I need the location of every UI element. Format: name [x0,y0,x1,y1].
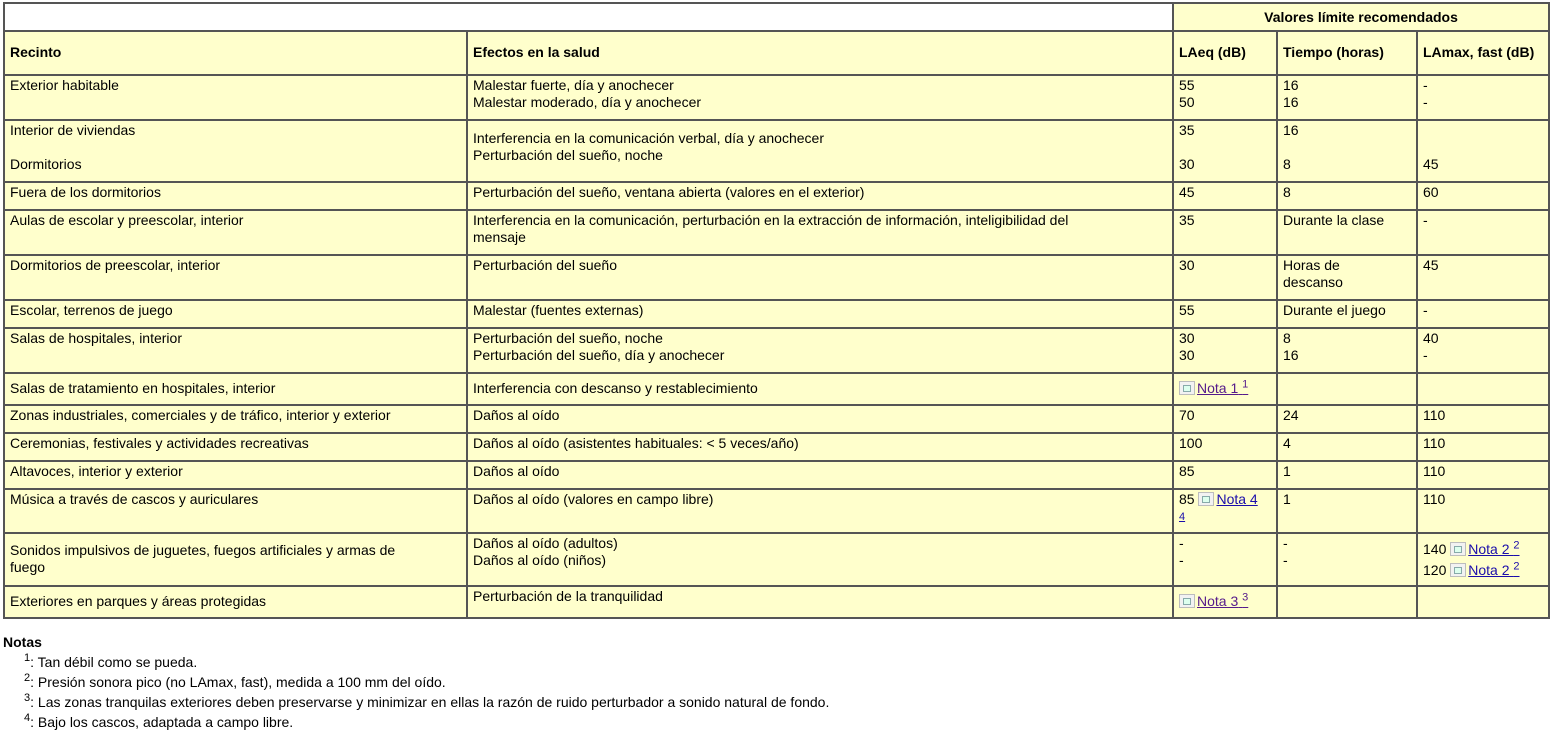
cell-text: 30 [1179,156,1195,172]
cell-laeq [1173,210,1277,255]
cell-text: Daños al oído [473,463,560,479]
cell-text: 45 [1423,156,1439,172]
cell-text: 24 [1283,407,1299,423]
table-row [4,210,1549,255]
cell-text: Malestar (fuentes externas) [473,302,644,318]
cell-text: 55 [1179,77,1195,93]
note-sup: 4 [1179,511,1186,523]
broken-image-icon [1179,594,1195,608]
cell-text: - [1179,535,1184,551]
cell-text: 16 [1283,122,1299,138]
cell-text: Perturbación del sueño, noche [473,330,663,346]
cell-efectos [467,586,1173,618]
cell-text: - [1179,552,1184,568]
cell-tiempo [1277,328,1417,373]
cell-recinto [4,255,467,300]
table-row [4,461,1549,489]
note-sup: 3 [1242,591,1249,604]
cell-recinto [4,405,467,433]
table-row [4,433,1549,461]
cell-text: Perturbación del sueño [473,257,617,273]
note-1-link[interactable] [1179,380,1248,396]
cell-lamax [1417,182,1549,210]
lamax-adults [1423,539,1543,560]
note-number: 1 [24,652,31,664]
blank-header-cell [4,3,1173,31]
cell-lamax [1417,300,1549,328]
cell-text: 70 [1179,407,1195,423]
cell-efectos [467,75,1173,120]
table-row [4,489,1549,533]
cell-text: - [1423,94,1428,110]
note-sup: 2 [1513,560,1520,573]
broken-image-icon [1450,563,1466,577]
cell-text: 30 [1179,330,1195,346]
cell-efectos [467,182,1173,210]
table-row [4,120,1549,182]
note-item [3,672,829,692]
cell-text: 100 [1179,435,1203,451]
cell-text: 35 [1179,212,1195,228]
note-4-sup-link[interactable] [1179,511,1185,523]
cell-text: 110 [1423,491,1446,507]
cell-efectos [467,255,1173,300]
cell-text: 85 [1179,463,1195,479]
note-label: Nota 3 [1197,593,1239,609]
cell-recinto [4,586,467,618]
cell-text: - [1283,535,1288,551]
note-text: : Tan débil como se pueda. [30,654,198,670]
note-item [3,712,829,732]
cell-text: 16 [1283,94,1299,110]
note-2-link[interactable] [1450,562,1519,578]
broken-image-icon [1198,492,1214,506]
cell-text: Exterior habitable [10,77,119,93]
cell-text: 120 [1423,562,1447,578]
cell-text: Malestar moderado, día y anochecer [473,94,702,110]
note-text: : Presión sonora pico (no LAmax, fast), medida a 100 mm del oído. [30,674,446,690]
cell-text: Altavoces, interior y exterior [10,463,183,479]
note-sup: 1 [1242,378,1249,391]
cell-lamax [1417,586,1549,618]
cell-laeq [1173,182,1277,210]
cell-text: 50 [1179,94,1195,110]
cell-tiempo [1277,255,1417,300]
table-group-header-row [4,3,1549,31]
header-efectos: Efectos en la salud [467,31,1173,75]
cell-efectos [467,533,1173,586]
cell-lamax [1417,405,1549,433]
broken-image-icon [1179,381,1195,395]
cell-text: Perturbación del sueño, noche [473,147,663,163]
cell-text: Salas de tratamiento en hospitales, interior [10,380,276,396]
cell-text: 8 [1283,156,1291,172]
table-row [4,533,1549,586]
notes-section [3,632,829,732]
cell-text: Perturbación del sueño, ventana abierta (valores en el exterior) [473,184,865,200]
note-label: Nota 4 [1216,491,1258,507]
cell-text: Perturbación del sueño, día y anochecer [473,347,725,363]
cell-tiempo [1277,182,1417,210]
cell-laeq [1173,586,1277,618]
table-row [4,373,1549,405]
cell-lamax [1417,328,1549,373]
cell-laeq [1173,405,1277,433]
cell-lamax [1417,373,1549,405]
cell-text: 140 [1423,541,1447,557]
cell-text: Interferencia en la comunicación verbal, día y anochecer [473,130,824,146]
cell-efectos [467,328,1173,373]
cell-text: Interior de viviendas [10,122,136,138]
cell-text: 16 [1283,347,1299,363]
cell-text: Dormitorios [10,156,82,172]
cell-text: - [1423,212,1428,228]
table-row [4,328,1549,373]
cell-efectos [467,461,1173,489]
cell-text: 110 [1423,435,1446,451]
cell-text: 8 [1283,184,1291,200]
cell-tiempo [1277,120,1417,182]
cell-text: 45 [1423,257,1439,273]
cell-text: Daños al oído (valores en campo libre) [473,491,714,507]
cell-text: 16 [1283,77,1299,93]
cell-efectos [467,300,1173,328]
cell-text: Aulas de escolar y preescolar, interior [10,212,244,228]
cell-text: Fuera de los dormitorios [10,184,161,200]
cell-text: Salas de hospitales, interior [10,330,182,346]
note-number: 2 [24,672,31,684]
cell-text: Música a través de cascos y auriculares [10,491,259,507]
cell-lamax [1417,255,1549,300]
cell-laeq [1173,300,1277,328]
cell-recinto [4,461,467,489]
cell-text: - [1423,302,1428,318]
cell-text: Daños al oído (asistentes habituales: < 5 veces/año) [473,435,799,451]
note-4-link[interactable] [1198,491,1257,507]
cell-text: 4 [1283,435,1291,451]
table-header-row [4,31,1549,75]
note-3-link[interactable] [1179,593,1248,609]
cell-lamax [1417,75,1549,120]
cell-recinto [4,75,467,120]
cell-text: 55 [1179,302,1195,318]
cell-recinto [4,328,467,373]
group-header: Valores límite recomendados [1173,3,1549,31]
cell-recinto [4,182,467,210]
note-sup: 2 [1513,539,1520,552]
cell-tiempo [1277,461,1417,489]
cell-laeq [1173,255,1277,300]
cell-laeq [1173,75,1277,120]
cell-recinto [4,489,467,533]
cell-text: - [1283,552,1288,568]
cell-text: Escolar, terrenos de juego [10,302,173,318]
cell-text: Daños al oído (adultos) [473,535,618,551]
cell-text: 110 [1423,407,1446,423]
cell-text: Ceremonias, festivales y actividades recreativas [10,435,309,451]
cell-lamax [1417,489,1549,533]
header-recinto: Recinto [4,31,467,75]
cell-text: Exteriores en parques y áreas protegidas [10,593,267,609]
cell-text: Sonidos impulsivos de juguetes, fuegos artificiales y armas de fuego [10,542,396,575]
cell-tiempo [1277,75,1417,120]
cell-text: Dormitorios de preescolar, interior [10,257,221,273]
table-row [4,300,1549,328]
cell-lamax [1417,120,1549,182]
cell-tiempo [1277,210,1417,255]
table-row [4,255,1549,300]
lamax-children [1423,560,1543,581]
note-number: 4 [24,712,31,724]
cell-text: 40 [1423,330,1439,346]
cell-text: - [1423,347,1428,363]
cell-text: 30 [1179,257,1195,273]
cell-recinto [4,210,467,255]
header-tiempo: Tiempo (horas) [1277,31,1417,75]
cell-text: Malestar fuerte, día y anochecer [473,77,674,93]
cell-efectos [467,433,1173,461]
cell-recinto [4,433,467,461]
cell-tiempo [1277,489,1417,533]
cell-text: Durante la clase [1283,212,1385,228]
cell-text: 110 [1423,463,1446,479]
cell-efectos [467,120,1173,182]
cell-text: Daños al oído (niños) [473,552,607,568]
note-label: Nota 2 [1468,541,1510,557]
notes-title: Notas [3,634,42,650]
table-row [4,405,1549,433]
cell-efectos [467,405,1173,433]
cell-tiempo [1277,433,1417,461]
cell-text: - [1423,77,1428,93]
cell-text: 30 [1179,347,1195,363]
cell-laeq [1173,328,1277,373]
note-text: : Bajo los cascos, adaptada a campo libre. [30,714,294,730]
cell-text: Daños al oído [473,407,560,423]
cell-laeq [1173,433,1277,461]
note-item [3,652,829,672]
cell-tiempo [1277,405,1417,433]
note-label: Nota 2 [1468,562,1510,578]
header-lamax: LAmax, fast (dB) [1417,31,1549,75]
cell-text: Durante el juego [1283,302,1386,318]
cell-recinto [4,120,467,182]
cell-recinto [4,373,467,405]
cell-text: Horas de descanso [1283,257,1343,290]
header-laeq: LAeq (dB) [1173,31,1277,75]
note-label: Nota 1 [1197,380,1239,396]
broken-image-icon [1450,542,1466,556]
cell-text: Interferencia con descanso y restablecimiento [473,380,758,396]
cell-lamax [1417,433,1549,461]
cell-tiempo [1277,586,1417,618]
cell-text: 45 [1179,184,1195,200]
note-2-link[interactable] [1450,541,1519,557]
cell-text: 60 [1423,184,1439,200]
cell-lamax [1417,210,1549,255]
cell-recinto [4,300,467,328]
cell-efectos [467,373,1173,405]
table-row [4,182,1549,210]
cell-lamax [1417,533,1549,586]
cell-text: 35 [1179,122,1195,138]
note-text: : Las zonas tranquilas exteriores deben preservarse y minimizar en ellas la razón de ruido perturbador a sonido natural de fondo. [30,694,830,710]
cell-laeq [1173,461,1277,489]
note-number: 3 [24,692,31,704]
cell-text: Zonas industriales, comerciales y de tráfico, interior y exterior [10,407,391,423]
cell-text: 8 [1283,330,1291,346]
cell-efectos [467,489,1173,533]
cell-tiempo [1277,533,1417,586]
cell-text: 1 [1283,491,1291,507]
cell-tiempo [1277,373,1417,405]
cell-text: Interferencia en la comunicación, perturbación en la extracción de información, inteligibilidad del mensaje [473,212,1069,245]
noise-limits-table [3,2,1550,619]
note-item [3,692,829,712]
cell-text: 1 [1283,463,1291,479]
cell-laeq [1173,533,1277,586]
cell-text: Perturbación de la tranquilidad [473,588,663,604]
cell-recinto [4,533,467,586]
table-row [4,75,1549,120]
cell-laeq [1173,373,1277,405]
cell-tiempo [1277,300,1417,328]
cell-laeq [1173,120,1277,182]
cell-laeq [1173,489,1277,533]
cell-lamax [1417,461,1549,489]
cell-text: 85 [1179,491,1195,507]
table-row [4,586,1549,618]
cell-efectos [467,210,1173,255]
